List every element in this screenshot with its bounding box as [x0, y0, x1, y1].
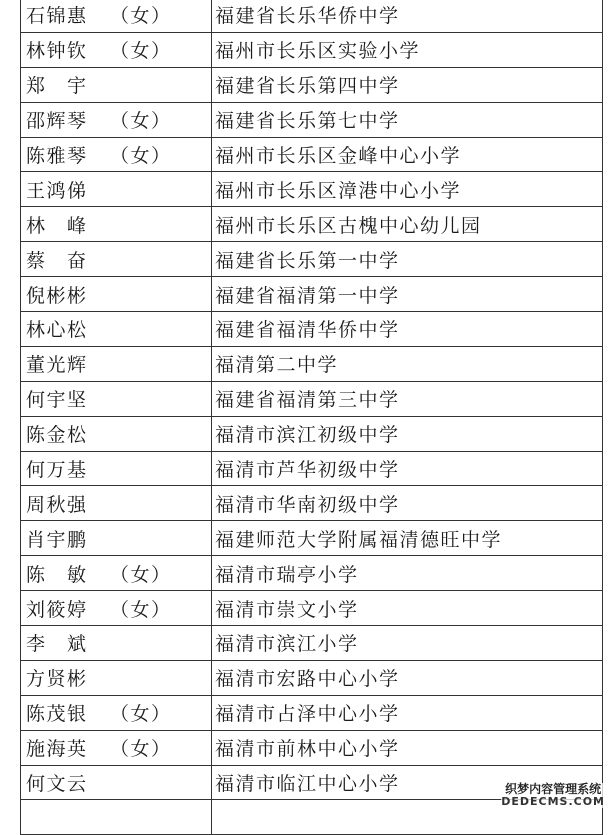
school-cell: 福清市华南初级中学: [212, 486, 603, 521]
table-row: [21, 521, 603, 556]
name-cell: [21, 765, 212, 800]
name-cell: [21, 137, 212, 172]
name-cell: [21, 102, 212, 137]
table-row: [21, 312, 603, 347]
gender-note: （女）: [110, 5, 172, 28]
name-cell: [21, 172, 212, 207]
watermark-line-2: DEDECMS.COM: [501, 794, 605, 808]
name-cell: [21, 486, 212, 521]
table-row: [21, 0, 603, 32]
name-cell: [21, 277, 212, 312]
table-row: [21, 32, 603, 67]
table-row: [21, 451, 603, 486]
person-name: 刘筱婷: [26, 598, 88, 621]
name-cell: [21, 556, 212, 591]
school-cell: 福清市前林中心小学: [212, 730, 603, 765]
person-name: 周秋强: [26, 493, 88, 516]
name-cell: [21, 381, 212, 416]
person-name: 李 斌: [26, 633, 88, 656]
table-row: [21, 137, 603, 172]
table-row: [21, 242, 603, 277]
gender-note: （女）: [110, 703, 172, 726]
school-cell: 福清市占泽中心小学: [212, 695, 603, 730]
person-name: 郑 宇: [26, 75, 88, 98]
name-cell: [21, 521, 212, 556]
table-row: [21, 102, 603, 137]
name-cell: [21, 730, 212, 765]
table-row: [21, 277, 603, 312]
name-cell: [21, 346, 212, 381]
school-cell: 福建师范大学附属福清德旺中学: [212, 521, 603, 556]
school-cell: 福建省福清第三中学: [212, 381, 603, 416]
table-row: [21, 626, 603, 661]
school-cell: 福州市长乐区实验小学: [212, 32, 603, 67]
person-name: 林钟钦: [26, 40, 88, 63]
person-name: 石锦惠: [26, 5, 88, 28]
school-cell: 福建省长乐华侨中学: [212, 0, 603, 32]
gender-note: （女）: [110, 40, 172, 63]
table-row: [21, 556, 603, 591]
school-cell: 福清市滨江初级中学: [212, 416, 603, 451]
name-cell: [21, 242, 212, 277]
table-row: [21, 67, 603, 102]
person-name: 何文云: [26, 773, 88, 796]
person-name: 王鸿俤: [26, 179, 88, 202]
gender-note: （女）: [110, 563, 172, 586]
name-cell: [21, 32, 212, 67]
watermark-line-1: 织梦内容管理系统: [505, 781, 602, 796]
teacher-roster-table: [20, 0, 603, 835]
table-row: [21, 346, 603, 381]
table-row: [21, 660, 603, 695]
school-cell: 福州市长乐区漳港中心小学: [212, 172, 603, 207]
table-row: [21, 591, 603, 626]
gender-note: （女）: [110, 110, 172, 133]
school-cell: 福建省长乐第七中学: [212, 102, 603, 137]
table-row: [21, 730, 603, 765]
school-cell: 福清市崇文小学: [212, 591, 603, 626]
school-cell: 福建省福清华侨中学: [212, 312, 603, 347]
table-row: [21, 207, 603, 242]
name-cell: [21, 312, 212, 347]
person-name: 施海英: [26, 738, 88, 761]
person-name: 陈金松: [26, 424, 88, 447]
table-row: [21, 486, 603, 521]
person-name: 蔡 奋: [26, 249, 88, 272]
school-cell: 福清市瑞亭小学: [212, 556, 603, 591]
person-name: 方贤彬: [26, 668, 88, 691]
school-cell: 福清市滨江小学: [212, 626, 603, 661]
table-row: [21, 172, 603, 207]
person-name: 肖宇鹏: [26, 528, 88, 551]
gender-note: （女）: [110, 145, 172, 167]
person-name: 何万基: [26, 459, 88, 482]
roster-body: [21, 0, 603, 835]
name-cell: [21, 0, 212, 32]
name-cell: [21, 800, 212, 835]
name-cell: [21, 695, 212, 730]
school-cell: 福建省福清第一中学: [212, 277, 603, 312]
person-name: 何宇坚: [26, 389, 88, 412]
name-cell: [21, 67, 212, 102]
person-name: 陈 敏: [26, 563, 88, 586]
dedecms-watermark: [501, 783, 605, 808]
school-cell: 福清市宏路中心小学: [212, 660, 603, 695]
table-row: [21, 695, 603, 730]
person-name: 陈茂银: [26, 703, 88, 726]
name-cell: [21, 207, 212, 242]
gender-note: （女）: [110, 738, 172, 761]
person-name: 林 峰: [26, 214, 88, 237]
table-row: [21, 416, 603, 451]
name-cell: [21, 660, 212, 695]
school-cell: 福清市芦华初级中学: [212, 451, 603, 486]
table-row: [21, 381, 603, 416]
school-cell: 福建省长乐第四中学: [212, 67, 603, 102]
person-name: 董光辉: [26, 354, 88, 377]
person-name: 倪彬彬: [26, 284, 88, 307]
name-cell: [21, 416, 212, 451]
school-cell: 福州市长乐区金峰中心小学: [212, 137, 603, 172]
name-cell: [21, 591, 212, 626]
name-cell: [21, 451, 212, 486]
school-cell: 福建省长乐第一中学: [212, 242, 603, 277]
school-cell: 福清第二中学: [212, 346, 603, 381]
person-name: 邵辉琴: [26, 110, 88, 133]
person-name: 陈雅琴: [26, 145, 88, 167]
name-cell: [21, 626, 212, 661]
person-name: 林心松: [26, 319, 88, 342]
school-cell: 福州市长乐区古槐中心幼儿园: [212, 207, 603, 242]
school-cell: 福清市临江中心小学: [212, 765, 603, 800]
gender-note: （女）: [110, 598, 172, 621]
